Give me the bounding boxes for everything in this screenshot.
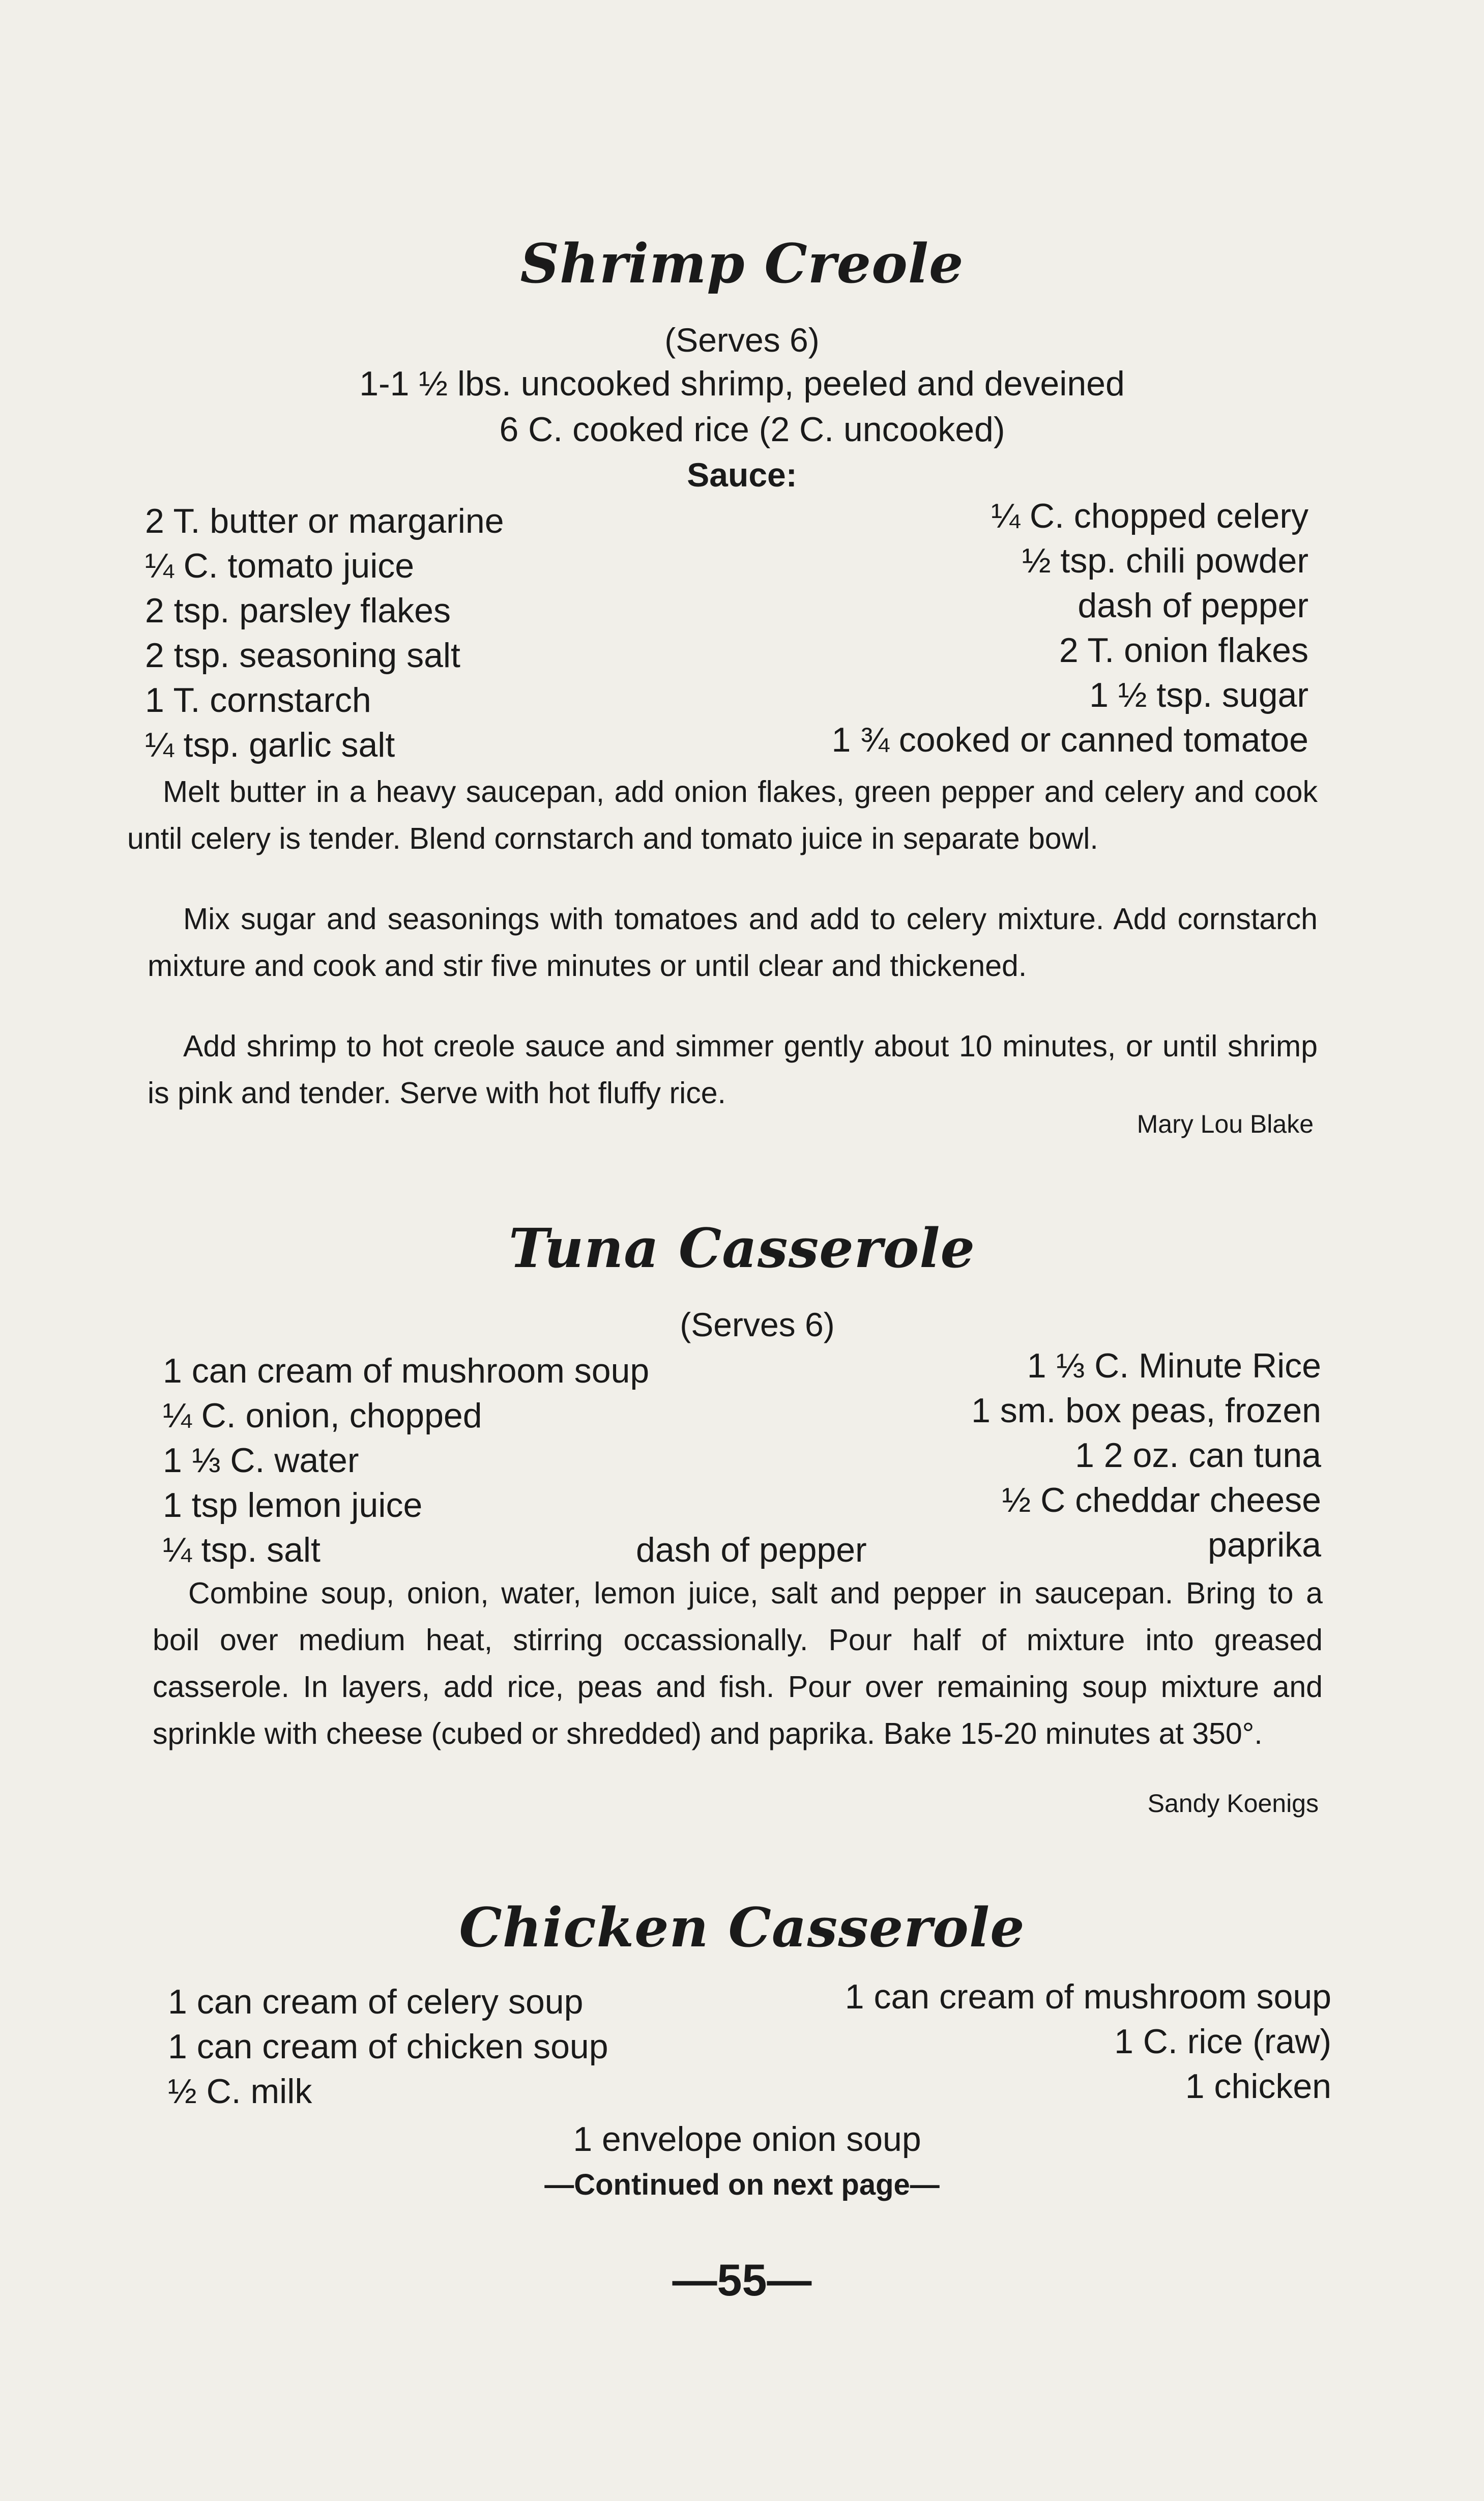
serves-label: (Serves 6) xyxy=(680,1306,835,1343)
ingredient-right: 1 ⅓ C. Minute Rice xyxy=(1027,1346,1321,1385)
ingredient-center: 1 envelope onion soup xyxy=(573,2120,921,2159)
recipe-credit: Mary Lou Blake xyxy=(1137,1110,1314,1138)
ingredient-line: 6 C. cooked rice (2 C. uncooked) xyxy=(499,410,1005,449)
ingredient-left: 1 T. cornstarch xyxy=(145,681,371,720)
ingredient-right: ½ C cheddar cheese xyxy=(1002,1481,1321,1519)
ingredient-line: 1-1 ½ lbs. uncooked shrimp, peeled and deveined xyxy=(359,364,1125,403)
ingredient-left: ¼ tsp. garlic salt xyxy=(145,726,395,764)
ingredient-right: 1 can cream of mushroom soup xyxy=(845,1977,1331,2016)
ingredient-left: ½ C. milk xyxy=(168,2072,312,2111)
ingredient-left: 2 T. butter or margarine xyxy=(145,502,504,540)
ingredient-left: ¼ tsp. salt xyxy=(163,1531,321,1569)
ingredient-middle: dash of pepper xyxy=(636,1531,867,1569)
instruction-paragraph: Add shrimp to hot creole sauce and simmer gently about 10 minutes, or until shrimp is pink and tender. Serve with hot fluffy rice. xyxy=(148,1029,1318,1110)
sauce-label: Sauce: xyxy=(687,456,797,494)
recipe-title: Shrimp Creole xyxy=(520,232,964,295)
ingredient-right: paprika xyxy=(1207,1526,1321,1564)
ingredient-left: 1 ⅓ C. water xyxy=(163,1441,359,1480)
ingredient-right: dash of pepper xyxy=(1078,586,1308,625)
instruction-paragraph: Combine soup, onion, water, lemon juice, salt and pepper in saucepan. Bring to a boil over medium heat, stirring occassionally. Pour half of mixture into greased casserole. In layers, add rice, peas and fish. Pour over remaining soup mixture and sprinkle with cheese (cubed or shredded) and paprika. Bake 15-20 minutes at 350°. xyxy=(153,1576,1323,1750)
ingredient-left: 1 can cream of celery soup xyxy=(168,1982,584,2021)
recipe-title: Chicken Casserole xyxy=(459,1895,1025,1959)
serves-label: (Serves 6) xyxy=(664,321,820,359)
ingredient-right: 2 T. onion flakes xyxy=(1059,631,1308,670)
ingredient-left: ¼ C. tomato juice xyxy=(145,547,415,585)
ingredient-right: 1 ¾ cooked or canned tomatoe xyxy=(831,721,1308,759)
recipe-credit: Sandy Koenigs xyxy=(1147,1789,1319,1818)
ingredient-left: 1 can cream of mushroom soup xyxy=(163,1352,650,1390)
ingredient-left: 1 can cream of chicken soup xyxy=(168,2027,608,2066)
ingredient-right: 1 chicken xyxy=(1185,2067,1331,2106)
ingredient-left: ¼ C. onion, chopped xyxy=(163,1396,482,1435)
instruction-paragraph: Melt butter in a heavy saucepan, add onion flakes, green pepper and celery and cook until celery is tender. Blend cornstarch and tomato juice in separate bowl. xyxy=(127,775,1318,855)
instruction-paragraph: Mix sugar and seasonings with tomatoes and add to celery mixture. Add cornstarch mixture and cook and stir five minutes or until clear and thickened. xyxy=(148,902,1318,983)
ingredient-right: 1 ½ tsp. sugar xyxy=(1089,676,1308,714)
ingredient-left: 2 tsp. seasoning salt xyxy=(145,636,460,675)
ingredient-right: 1 2 oz. can tuna xyxy=(1075,1436,1321,1475)
page-number: —55— xyxy=(672,2255,812,2305)
ingredient-right: 1 C. rice (raw) xyxy=(1114,2022,1331,2061)
ingredient-right: ¼ C. chopped celery xyxy=(991,497,1308,535)
ingredient-right: ½ tsp. chili powder xyxy=(1022,541,1308,580)
ingredient-left: 2 tsp. parsley flakes xyxy=(145,591,451,630)
ingredient-left: 1 tsp lemon juice xyxy=(163,1486,423,1525)
recipe-title: Tuna Casserole xyxy=(509,1216,975,1280)
ingredient-right: 1 sm. box peas, frozen xyxy=(971,1391,1321,1430)
continued-note: —Continued on next page— xyxy=(544,2168,940,2201)
